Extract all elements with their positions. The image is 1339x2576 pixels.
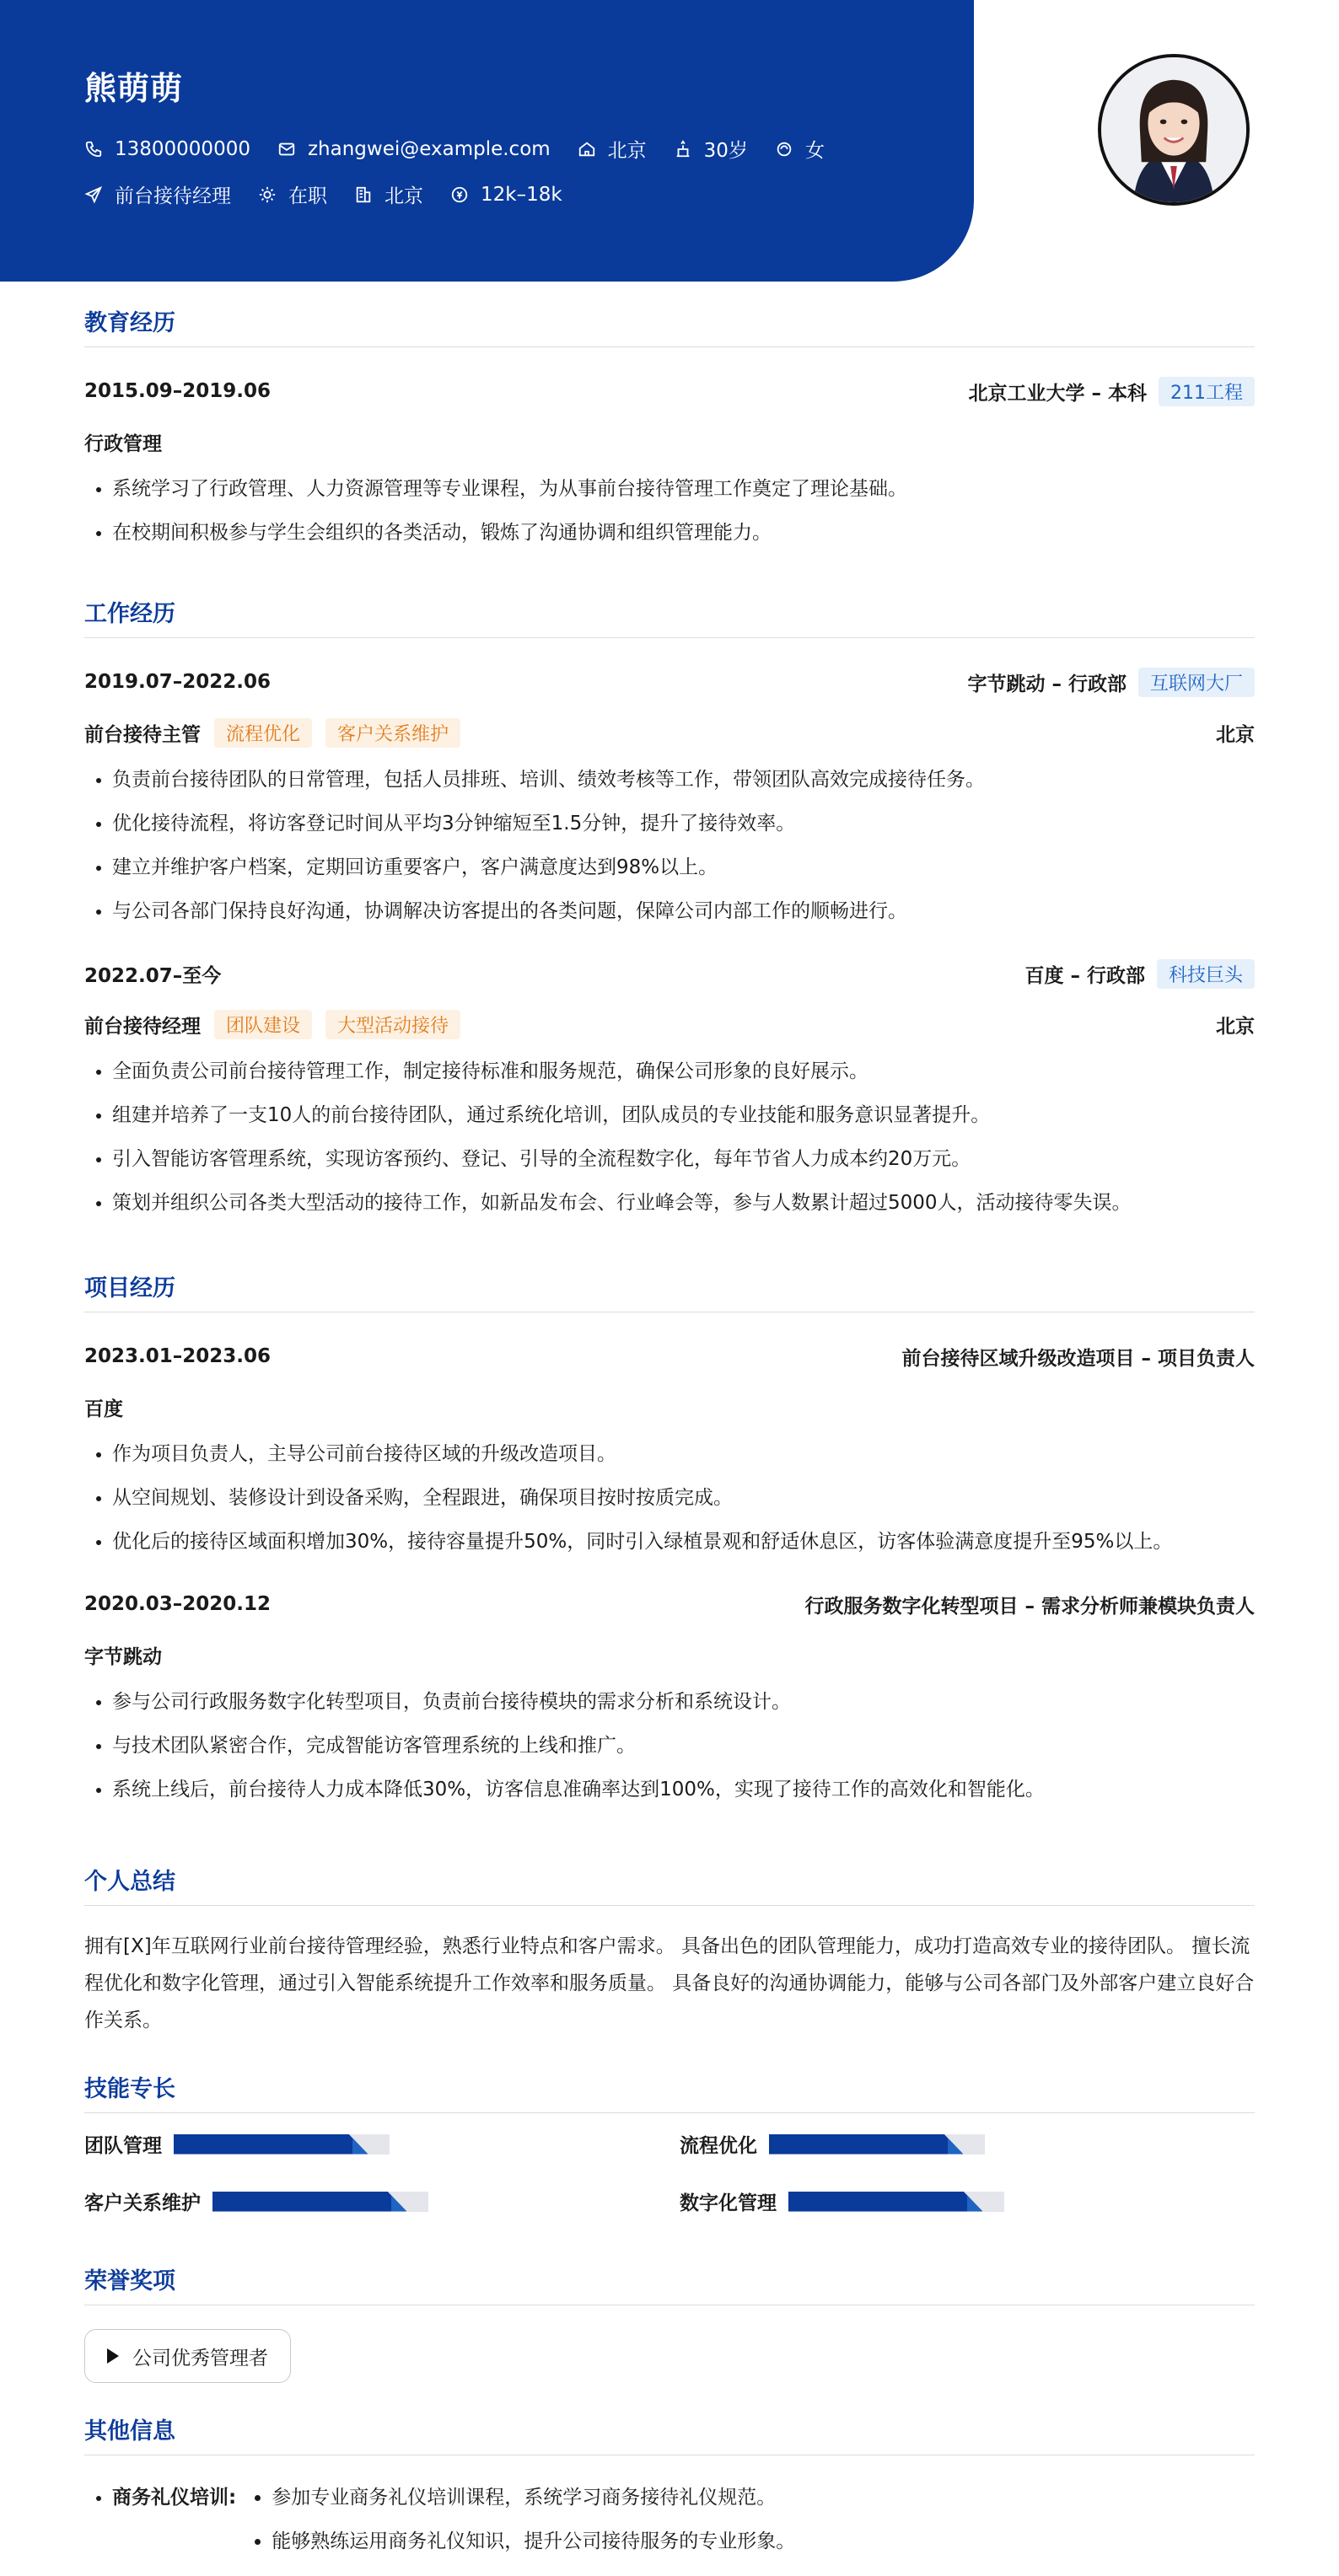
summary-section	[84, 1866, 1255, 2039]
skill-name: 流程优化	[680, 2135, 757, 2157]
list-item: • 从空间规划、装修设计到设备采购，全程跟进，确保项目按时按质完成。	[112, 1476, 1255, 1520]
skill-name: 客户关系维护	[84, 2192, 201, 2214]
list-item: • 能够熟练运用商务礼仪知识，提升公司接待服务的专业形象。	[272, 2520, 795, 2563]
section-title: 教育经历	[84, 308, 1255, 347]
list-item: • 建立并维护客户档案，定期回访重要客户，客户满意度达到98%以上。	[112, 845, 1255, 889]
project-company-row	[84, 1629, 1255, 1680]
status-icon	[258, 185, 277, 204]
work-company: 字节跳动 – 行政部	[967, 673, 1127, 695]
list-item	[112, 2476, 236, 2520]
job-target-text: 前台接待经理	[115, 185, 231, 207]
other-item	[84, 2476, 1255, 2563]
skill-bar-fill	[769, 2134, 963, 2155]
contact-row	[84, 135, 852, 163]
contact-city	[578, 135, 647, 163]
edu-period: 2015.09–2019.06	[84, 380, 272, 402]
job-row	[84, 180, 589, 208]
work-city: 北京	[1216, 1015, 1255, 1038]
avatar	[1098, 54, 1250, 206]
work-period: 2022.07–至今	[84, 964, 222, 987]
building-icon	[354, 185, 373, 204]
awards-section	[84, 2266, 1255, 2383]
salary-icon	[450, 185, 469, 204]
list-item: • 优化接待流程，将访客登记时间从平均3分钟缩短至1.5分钟，提升了接待效率。	[112, 802, 1255, 845]
phone-icon	[84, 140, 103, 158]
award-text: 公司优秀管理者	[132, 2347, 268, 2369]
project-company-row	[84, 1382, 1255, 1432]
project-company: 百度	[84, 1398, 123, 1420]
age-icon	[674, 140, 692, 158]
city-text: 北京	[607, 140, 647, 162]
education-section	[84, 308, 1255, 555]
mail-icon	[277, 140, 296, 158]
email-text: zhangwei@example.com	[307, 137, 551, 160]
company-tag: 互联网大厂	[1138, 668, 1255, 697]
skill-tag: 大型活动接待	[325, 1010, 460, 1039]
skill-bar	[174, 2134, 390, 2155]
other-info	[84, 2476, 1255, 2563]
skill-bar-fill	[788, 2192, 982, 2212]
skill-tag: 流程优化	[214, 718, 312, 748]
play-icon	[107, 2348, 119, 2364]
age-text: 30岁	[703, 140, 748, 162]
work-header	[84, 657, 1255, 707]
list-item: • 作为项目负责人，主导公司前台接待区域的升级改造项目。	[112, 1432, 1255, 1476]
skills-section	[84, 2074, 1255, 2257]
edu-major-row	[84, 416, 1255, 467]
education-header	[84, 366, 1255, 416]
list-item: • 与技术团队紧密合作，完成智能访客管理系统的上线和推广。	[112, 1724, 1255, 1768]
work-city: 北京	[1216, 723, 1255, 746]
project-name: 行政服务数字化转型项目 – 需求分析师兼模块负责人	[804, 1595, 1255, 1618]
section-title: 工作经历	[84, 598, 1255, 638]
projects-section	[84, 1273, 1255, 1811]
skill-bar-fill	[174, 2134, 368, 2155]
list-item: • 参加专业商务礼仪培训课程，系统学习商务接待礼仪规范。	[272, 2476, 795, 2520]
skill-tag: 客户关系维护	[325, 718, 460, 748]
work-section	[84, 598, 1255, 1225]
skill-name: 团队管理	[84, 2135, 162, 2157]
section-title: 其他信息	[84, 2416, 1255, 2455]
list-item: • 系统上线后，前台接待人力成本降低30%，访客信息准确率达到100%，实现了接待工作的高效化和智能化。	[112, 1768, 1255, 1811]
phone-text: 13800000000	[115, 137, 250, 160]
project-bullets	[84, 1432, 1255, 1564]
skill-bar-fill	[212, 2192, 406, 2212]
job-target	[84, 180, 231, 208]
section-title: 荣誉奖项	[84, 2266, 1255, 2305]
summary-text: 拥有[X]年互联网行业前台接待管理经验，熟悉行业特点和客户需求。 具备出色的团队管理能力，成功打造高效专业的接待团队。 擅长流程优化和数字化管理，通过引入智能系统提升工作效率和服务质量。 具备良好的沟通协调能力，能够与公司各部门及外部客户建立良好合作关系。	[84, 1935, 1255, 2031]
project-header	[84, 1331, 1255, 1382]
contact-age	[674, 135, 748, 163]
work-role-row	[84, 999, 1255, 1049]
contact-phone[interactable]	[84, 138, 250, 160]
edu-bullets	[84, 467, 1255, 555]
other-key: 商务礼仪培训:	[112, 2487, 237, 2509]
skill-tag: 团队建设	[214, 1010, 312, 1039]
skill-item	[84, 2130, 390, 2158]
skill-bar	[788, 2192, 1004, 2212]
list-item: • 全面负责公司前台接待管理工作，制定接待标准和服务规范，确保公司形象的良好展示。	[112, 1049, 1255, 1093]
edu-school: 北京工业大学 – 本科	[968, 382, 1147, 405]
home-icon	[578, 140, 596, 158]
award-chip[interactable]	[84, 2329, 291, 2383]
job-city-text: 北京	[384, 185, 423, 207]
job-salary	[450, 184, 562, 206]
send-icon	[84, 185, 103, 204]
list-item: • 组建并培养了一支10人的前台接待团队，通过系统化培训，团队成员的专业技能和服务意识显著提升。	[112, 1093, 1255, 1137]
job-city	[354, 180, 423, 208]
job-status	[258, 180, 327, 208]
project-period: 2020.03–2020.12	[84, 1593, 272, 1615]
project-company: 字节跳动	[84, 1645, 162, 1668]
project-name: 前台接待区域升级改造项目 – 项目负责人	[901, 1347, 1255, 1370]
list-item: • 参与公司行政服务数字化转型项目，负责前台接待模块的需求分析和系统设计。	[112, 1680, 1255, 1724]
section-title: 个人总结	[84, 1866, 1255, 1906]
list-item: • 策划并组织公司各类大型活动的接待工作，如新品发布会、行业峰会等，参与人数累计超过5000人，活动接待零失误。	[112, 1181, 1255, 1225]
project-header	[84, 1579, 1255, 1629]
job-status-text: 在职	[288, 185, 327, 207]
gender-text: 女	[804, 140, 825, 162]
work-company: 百度 – 行政部	[1024, 964, 1145, 987]
other-values	[236, 2476, 795, 2563]
work-bullets	[84, 1049, 1255, 1225]
job-salary-text: 12k–18k	[481, 183, 562, 206]
gender-icon	[775, 140, 793, 158]
candidate-name: 熊萌萌	[84, 70, 184, 107]
project-bullets	[84, 1680, 1255, 1811]
skill-item	[680, 2130, 985, 2158]
other-section	[84, 2416, 1255, 2563]
skill-name: 数字化管理	[680, 2192, 777, 2214]
edu-tag: 211工程	[1159, 377, 1255, 406]
work-role-row	[84, 707, 1255, 758]
work-header	[84, 948, 1255, 999]
list-item: • 优化后的接待区域面积增加30%，接待容量提升50%，同时引入绿植景观和舒适休息区，访客体验满意度提升至95%以上。	[112, 1520, 1255, 1564]
list-item: • 与公司各部门保持良好沟通，协调解决访客提出的各类问题，保障公司内部工作的顺畅进行。	[112, 889, 1255, 933]
skill-item	[680, 2187, 1004, 2215]
project-period: 2023.01–2023.06	[84, 1345, 272, 1367]
contact-email[interactable]	[277, 138, 551, 160]
work-period: 2019.07–2022.06	[84, 671, 272, 693]
work-bullets	[84, 758, 1255, 933]
section-title: 项目经历	[84, 1273, 1255, 1312]
skill-bar	[212, 2192, 428, 2212]
work-role: 前台接待主管	[84, 723, 201, 746]
company-tag: 科技巨头	[1157, 959, 1255, 989]
edu-major: 行政管理	[84, 432, 162, 455]
list-item: • 系统学习了行政管理、人力资源管理等专业课程，为从事前台接待管理工作奠定了理论基础。	[112, 467, 1255, 511]
list-item: • 负责前台接待团队的日常管理，包括人员排班、培训、绩效考核等工作，带领团队高效完成接待任务。	[112, 758, 1255, 802]
skill-bar	[769, 2134, 985, 2155]
work-role: 前台接待经理	[84, 1015, 201, 1038]
skill-item	[84, 2187, 428, 2215]
contact-gender	[775, 135, 825, 163]
list-item: • 引入智能访客管理系统，实现访客预约、登记、引导的全流程数字化，每年节省人力成本约20万元。	[112, 1137, 1255, 1181]
section-title: 技能专长	[84, 2074, 1255, 2113]
list-item: • 在校期间积极参与学生会组织的各类活动，锻炼了沟通协调和组织管理能力。	[112, 511, 1255, 555]
